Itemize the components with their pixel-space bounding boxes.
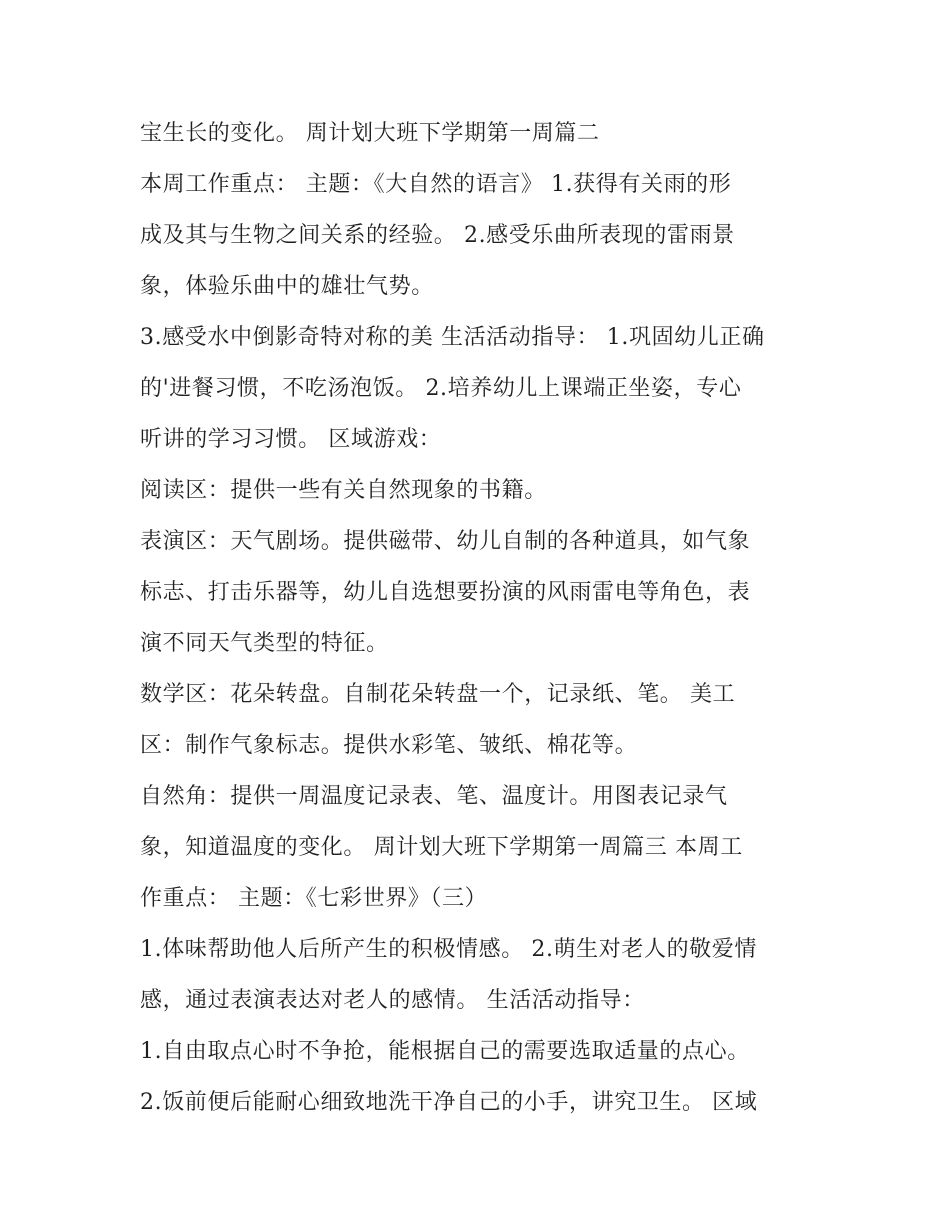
text-line: 表演区：天气剧场。提供磁带、幼儿自制的各种道具，如气象 <box>140 529 751 554</box>
text-line: 标志、打击乐器等，幼儿自选想要扮演的风雨雷电等角色，表 <box>140 580 751 605</box>
text-line: 2.饭前便后能耐心细致地洗干净自己的小手，讲究卫生。 区域 <box>140 1090 758 1115</box>
text-line: 成及其与生物之间关系的经验。 2.感受乐曲所表现的雷雨景 <box>140 223 735 248</box>
text-line: 听讲的学习习惯。 区域游戏： <box>140 427 442 452</box>
text-line: 区：制作气象标志。提供水彩笔、皱纸、棉花等。 <box>140 733 638 758</box>
text-line: 象，知道温度的变化。 周计划大班下学期第一周篇三 本周工 <box>140 835 743 860</box>
text-line: 数学区：花朵转盘。自制花朵转盘一个，记录纸、笔。 美工 <box>140 682 736 707</box>
text-line: 本周工作重点： 主题：《大自然的语言》 1.获得有关雨的形 <box>140 172 732 197</box>
text-line: 自然角：提供一周温度记录表、笔、温度计。用图表记录气 <box>140 784 728 809</box>
text-line: 的'进餐习惯，不吃汤泡饭。 2.培养幼儿上课端正坐姿，专心 <box>140 376 742 401</box>
body-text <box>140 108 820 1128</box>
text-line: 1.体味帮助他人后所产生的积极情感。 2.萌生对老人的敬爱情 <box>140 937 757 962</box>
text-line: 象，体验乐曲中的雄壮气势。 <box>140 274 434 299</box>
text-line: 演不同天气类型的特征。 <box>140 631 389 656</box>
text-line: 感，通过表演表达对老人的感情。 生活活动指导： <box>140 988 645 1013</box>
text-line: 阅读区：提供一些有关自然现象的书籍。 <box>140 478 547 503</box>
text-line: 1.自由取点心时不争抢，能根据自己的需要选取适量的点心。 <box>140 1039 750 1064</box>
text-line: 3.感受水中倒影奇特对称的美 生活活动指导： 1.巩固幼儿正确 <box>140 325 765 350</box>
text-line: 作重点： 主题：《七彩世界》（三） <box>140 886 488 911</box>
text-line: 宝生长的变化。 周计划大班下学期第一周篇二 <box>140 121 600 146</box>
